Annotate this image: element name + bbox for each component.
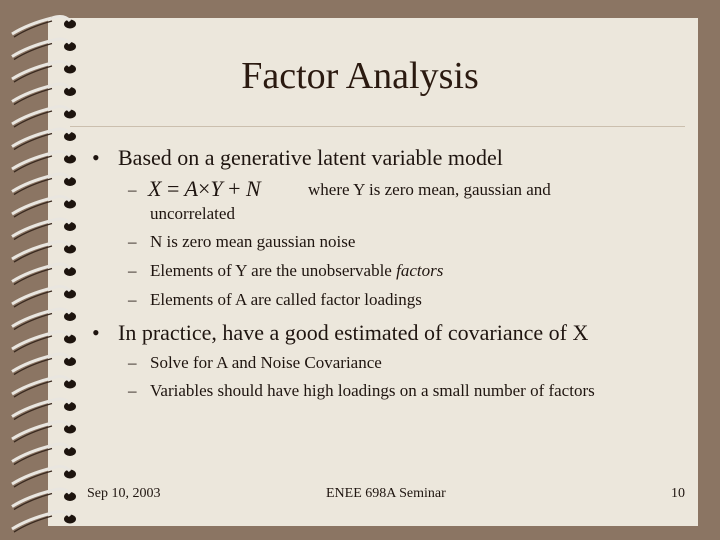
sub-6-marker: – [128,381,137,400]
sub-6-text: Variables should have high loadings on a small number of factors [150,381,595,400]
bullet-1-marker: • [92,145,100,170]
sub-3-plain: Elements of Y are the unobservable [150,261,397,280]
sub-4-text: Elements of A are called factor loadings [150,290,422,309]
sub-1-wrap-text: uncorrelated [150,204,235,223]
sub-3-marker: – [128,261,137,280]
equation-a: A [184,176,198,201]
footer-title: ENEE 698A Seminar [326,486,446,501]
sub-1-text: where Y is zero mean, gaussian and [308,180,551,199]
sub-1-marker: – [128,180,137,199]
sub-2-text: N is zero mean gaussian noise [150,232,356,251]
bullet-2-marker: • [92,320,100,345]
sub-4-marker: – [128,290,137,309]
sub-5-marker: – [128,353,137,372]
equation [148,176,261,202]
equation-n: N [246,176,261,201]
equation-x: X [148,176,162,201]
sub-5-text: Solve for A and Noise Covariance [150,353,382,372]
footer-page-number: 10 [671,486,685,501]
sub-3-text [150,261,443,281]
equation-equals: = [166,176,180,201]
footer-date: Sep 10, 2003 [87,486,161,501]
bullet-1-text: Based on a generative latent variable model [118,145,503,170]
bullet-2-text: In practice, have a good estimated of covariance of X [118,320,589,345]
title-divider [70,126,685,127]
equation-y: Y [210,176,223,201]
equation-plus: + [228,176,241,201]
sub-2-marker: – [128,232,137,251]
slide-title: Factor Analysis [241,55,479,97]
sub-3-emphasis: factors [396,261,444,280]
equation-times: × [197,176,211,201]
